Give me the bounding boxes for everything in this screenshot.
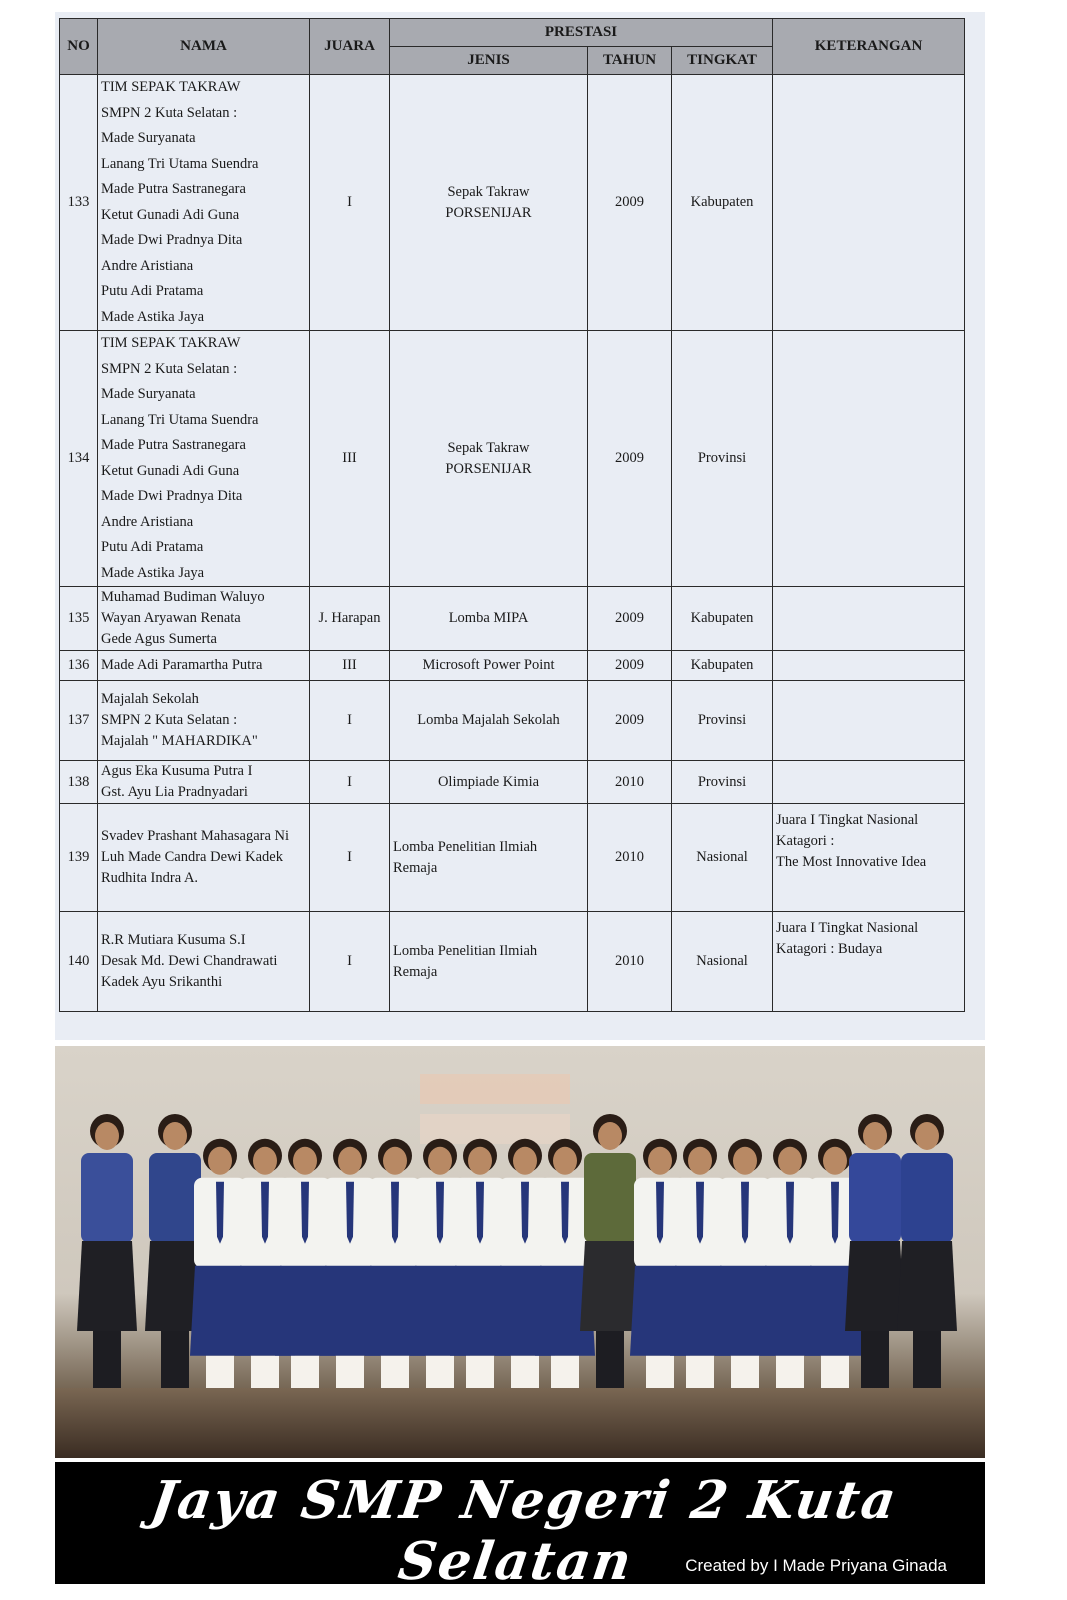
cell-line: SMPN 2 Kuta Selatan : <box>101 104 238 121</box>
banner-title: Jaya SMP Negeri 2 Kuta Selatan <box>147 1470 902 1592</box>
cell-tingkat: Nasional <box>672 804 773 912</box>
cell-nama <box>98 587 310 651</box>
cell-line: Made Astika Jaya <box>101 564 205 581</box>
cell-juara: I <box>310 912 390 1012</box>
banner <box>55 1462 985 1592</box>
cell-line: Andre Aristiana <box>101 513 194 530</box>
cell-line: Katagori : <box>776 833 835 849</box>
header-tahun: TAHUN <box>588 47 672 75</box>
cell-line: Majalah Sekolah <box>101 691 199 707</box>
cell-jenis <box>390 587 588 651</box>
cell-line: Sepak Takraw <box>447 439 530 456</box>
cell-line: Ketut Gunadi Adi Guna <box>101 462 240 479</box>
cell-tingkat: Kabupaten <box>672 651 773 681</box>
cell-keterangan <box>773 75 965 331</box>
cell-line: Olimpiade Kimia <box>437 773 540 790</box>
cell-keterangan <box>773 587 965 651</box>
cell-nama <box>98 75 310 331</box>
cell-keterangan <box>773 912 965 1012</box>
cell-no: 138 <box>60 761 98 804</box>
table-row <box>60 912 965 1012</box>
cell-line: Remaja <box>393 963 438 980</box>
cell-keterangan <box>773 804 965 912</box>
cell-line: Juara I Tingkat Nasional <box>776 812 919 828</box>
cell-no: 134 <box>60 331 98 587</box>
cell-tahun: 2009 <box>588 587 672 651</box>
cell-tahun: 2009 <box>588 651 672 681</box>
cell-line: R.R Mutiara Kusuma S.I <box>101 932 246 948</box>
cell-keterangan <box>773 681 965 761</box>
cell-line: Made Suryanata <box>101 386 196 402</box>
header-tingkat: TINGKAT <box>672 47 773 75</box>
table-row <box>60 75 965 331</box>
cell-line: Rudhita Indra A. <box>101 870 199 886</box>
cell-nama <box>98 331 310 587</box>
cell-tahun: 2009 <box>588 75 672 331</box>
cell-nama <box>98 681 310 761</box>
cell-line: Muhamad Budiman Waluyo <box>101 589 265 605</box>
cell-tahun: 2009 <box>588 681 672 761</box>
cell-tahun: 2010 <box>588 804 672 912</box>
cell-line: Made Putra Sastranegara <box>101 181 246 197</box>
cell-line: Katagori : Budaya <box>776 941 883 957</box>
header-keterangan: KETERANGAN <box>773 19 965 75</box>
cell-tingkat: Provinsi <box>672 331 773 587</box>
banner-credit: Created by I Made Priyana Ginada <box>685 1556 947 1575</box>
cell-tahun: 2010 <box>588 912 672 1012</box>
header-juara: JUARA <box>310 19 390 75</box>
cell-line: Gede Agus Sumerta <box>101 631 217 647</box>
cell-line: Sepak Takraw <box>447 183 530 200</box>
cell-tingkat: Nasional <box>672 912 773 1012</box>
cell-line: Lomba Penelitian Ilmiah <box>393 838 538 855</box>
cell-line: Microsoft Power Point <box>422 657 555 673</box>
cell-tahun: 2009 <box>588 331 672 587</box>
cell-line: SMPN 2 Kuta Selatan : <box>101 712 238 728</box>
cell-tingkat: Provinsi <box>672 761 773 804</box>
cell-jenis <box>390 331 588 587</box>
table-row <box>60 681 965 761</box>
cell-line: Agus Eka Kusuma Putra I <box>101 763 253 779</box>
table-row <box>60 804 965 912</box>
cell-keterangan <box>773 651 965 681</box>
cell-line: Lomba MIPA <box>448 610 529 626</box>
cell-line: Gst. Ayu Lia Pradnyadari <box>101 784 248 800</box>
cell-line: SMPN 2 Kuta Selatan : <box>101 360 238 377</box>
cell-jenis <box>390 651 588 681</box>
cell-juara: III <box>310 331 390 587</box>
cell-line: Lomba Majalah Sekolah <box>417 712 560 728</box>
header-nama: NAMA <box>98 19 310 75</box>
cell-line: Majalah " MAHARDIKA" <box>101 733 258 749</box>
cell-tingkat: Kabupaten <box>672 587 773 651</box>
scanned-document <box>55 12 985 1040</box>
cell-line: Wayan Aryawan Renata <box>101 610 241 626</box>
cell-tingkat: Kabupaten <box>672 75 773 331</box>
cell-line: Kadek Ayu Srikanthi <box>101 974 223 990</box>
cell-nama <box>98 761 310 804</box>
cell-line: Remaja <box>393 859 438 876</box>
cell-line: Ketut Gunadi Adi Guna <box>101 206 240 223</box>
cell-no: 133 <box>60 75 98 331</box>
cell-no: 136 <box>60 651 98 681</box>
cell-juara: I <box>310 804 390 912</box>
cell-no: 135 <box>60 587 98 651</box>
cell-line: Made Astika Jaya <box>101 308 205 325</box>
cell-no: 137 <box>60 681 98 761</box>
cell-juara: III <box>310 651 390 681</box>
cell-jenis <box>390 681 588 761</box>
table-row <box>60 587 965 651</box>
table-row <box>60 651 965 681</box>
cell-line: Made Adi Paramartha Putra <box>101 657 263 673</box>
cell-line: Juara I Tingkat Nasional <box>776 920 919 936</box>
table-row <box>60 331 965 587</box>
cell-jenis <box>390 75 588 331</box>
table-body <box>60 75 965 1012</box>
cell-juara: J. Harapan <box>310 587 390 651</box>
cell-line: Desak Md. Dewi Chandrawati <box>101 953 278 969</box>
cell-line: TIM SEPAK TAKRAW <box>101 335 241 351</box>
cell-line: Made Putra Sastranegara <box>101 437 246 453</box>
cell-line: Made Suryanata <box>101 130 196 146</box>
cell-jenis <box>390 912 588 1012</box>
cell-juara: I <box>310 761 390 804</box>
cell-jenis <box>390 804 588 912</box>
cell-line: Putu Adi Pratama <box>101 539 204 555</box>
cell-line: Lanang Tri Utama Suendra <box>101 411 259 428</box>
cell-tingkat: Provinsi <box>672 681 773 761</box>
cell-line: Putu Adi Pratama <box>101 283 204 299</box>
header-jenis: JENIS <box>390 47 588 75</box>
cell-line: PORSENIJAR <box>445 460 532 477</box>
cell-no: 139 <box>60 804 98 912</box>
achievement-table <box>59 18 965 1012</box>
cell-line: The Most Innovative Idea <box>776 854 927 870</box>
cell-line: Svadev Prashant Mahasagara Ni <box>101 828 290 844</box>
cell-keterangan <box>773 331 965 587</box>
cell-line: TIM SEPAK TAKRAW <box>101 79 241 95</box>
cell-line: PORSENIJAR <box>445 204 532 221</box>
cell-nama <box>98 912 310 1012</box>
header-prestasi: PRESTASI <box>390 19 773 47</box>
cell-line: Made Dwi Pradnya Dita <box>101 488 243 504</box>
cell-no: 140 <box>60 912 98 1012</box>
cell-juara: I <box>310 681 390 761</box>
cell-nama <box>98 651 310 681</box>
stage-floor <box>55 1388 985 1458</box>
cell-juara: I <box>310 75 390 331</box>
cell-jenis <box>390 761 588 804</box>
header-no: NO <box>60 19 98 75</box>
cell-nama <box>98 804 310 912</box>
cell-line: Lanang Tri Utama Suendra <box>101 155 259 172</box>
cell-line: Made Dwi Pradnya Dita <box>101 232 243 248</box>
cell-line: Andre Aristiana <box>101 257 194 274</box>
cell-tahun: 2010 <box>588 761 672 804</box>
table-row <box>60 761 965 804</box>
group-photo <box>55 1046 985 1458</box>
cell-line: Luh Made Candra Dewi Kadek <box>101 849 283 865</box>
cell-keterangan <box>773 761 965 804</box>
cell-line: Lomba Penelitian Ilmiah <box>393 942 538 959</box>
